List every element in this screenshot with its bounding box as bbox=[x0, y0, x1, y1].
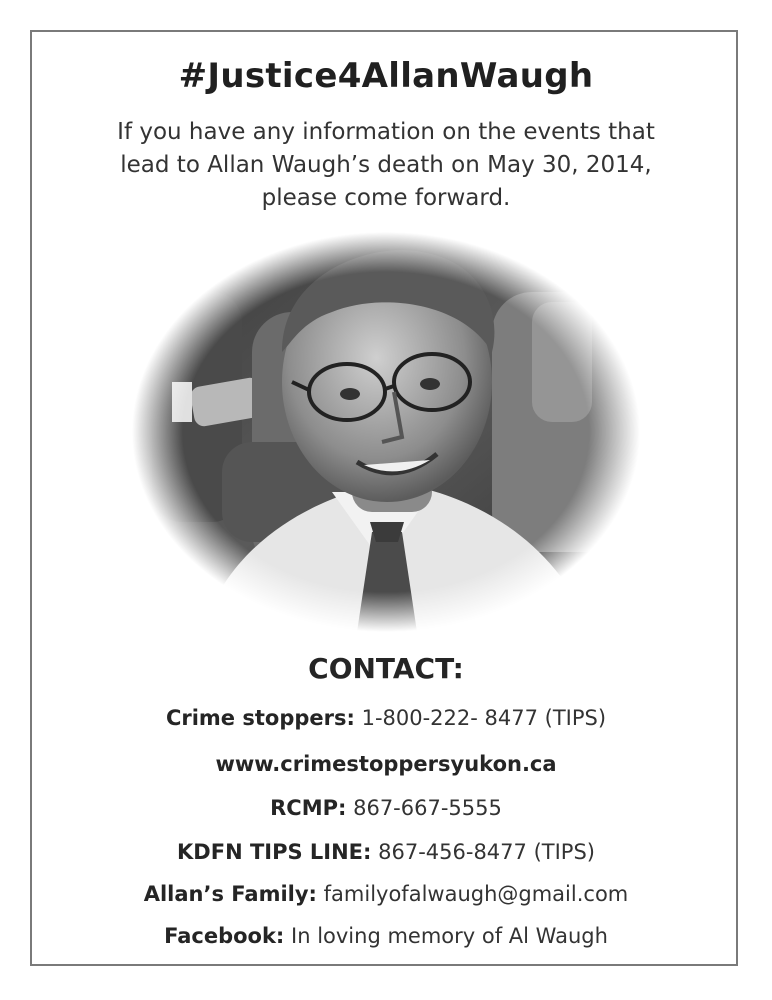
facebook-label: Facebook: bbox=[164, 924, 285, 948]
website-line bbox=[0, 752, 772, 776]
poster-title: #Justice4AllanWaugh bbox=[178, 56, 594, 96]
rcmp-label: RCMP: bbox=[270, 796, 347, 820]
intro-line-3: please come forward. bbox=[261, 185, 511, 211]
crime-stoppers-number: 1-800-222- 8477 (TIPS) bbox=[361, 706, 607, 730]
crime-stoppers-website[interactable]: www.crimestoppersyukon.ca bbox=[215, 752, 557, 776]
rcmp-line bbox=[0, 796, 772, 820]
family-label: Allan’s Family: bbox=[143, 882, 317, 906]
crime-stoppers-line bbox=[0, 706, 772, 730]
intro-line-1: If you have any information on the events that bbox=[117, 119, 655, 145]
crime-stoppers-label: Crime stoppers: bbox=[165, 706, 355, 730]
contact-heading: CONTACT: bbox=[308, 652, 464, 685]
facebook-line bbox=[0, 924, 772, 948]
rcmp-number: 867-667-5555 bbox=[353, 796, 502, 820]
intro-text bbox=[90, 116, 682, 215]
family-email[interactable]: familyofalwaugh@gmail.com bbox=[323, 882, 629, 906]
kdfn-number: 867-456-8477 (TIPS) bbox=[378, 840, 595, 864]
portrait-photo bbox=[132, 232, 640, 632]
kdfn-line bbox=[0, 840, 772, 864]
intro-line-2: lead to Allan Waugh’s death on May 30, 2014, bbox=[120, 152, 652, 178]
family-line bbox=[0, 882, 772, 906]
kdfn-label: KDFN TIPS LINE: bbox=[177, 840, 372, 864]
facebook-page-name: In loving memory of Al Waugh bbox=[291, 924, 608, 948]
